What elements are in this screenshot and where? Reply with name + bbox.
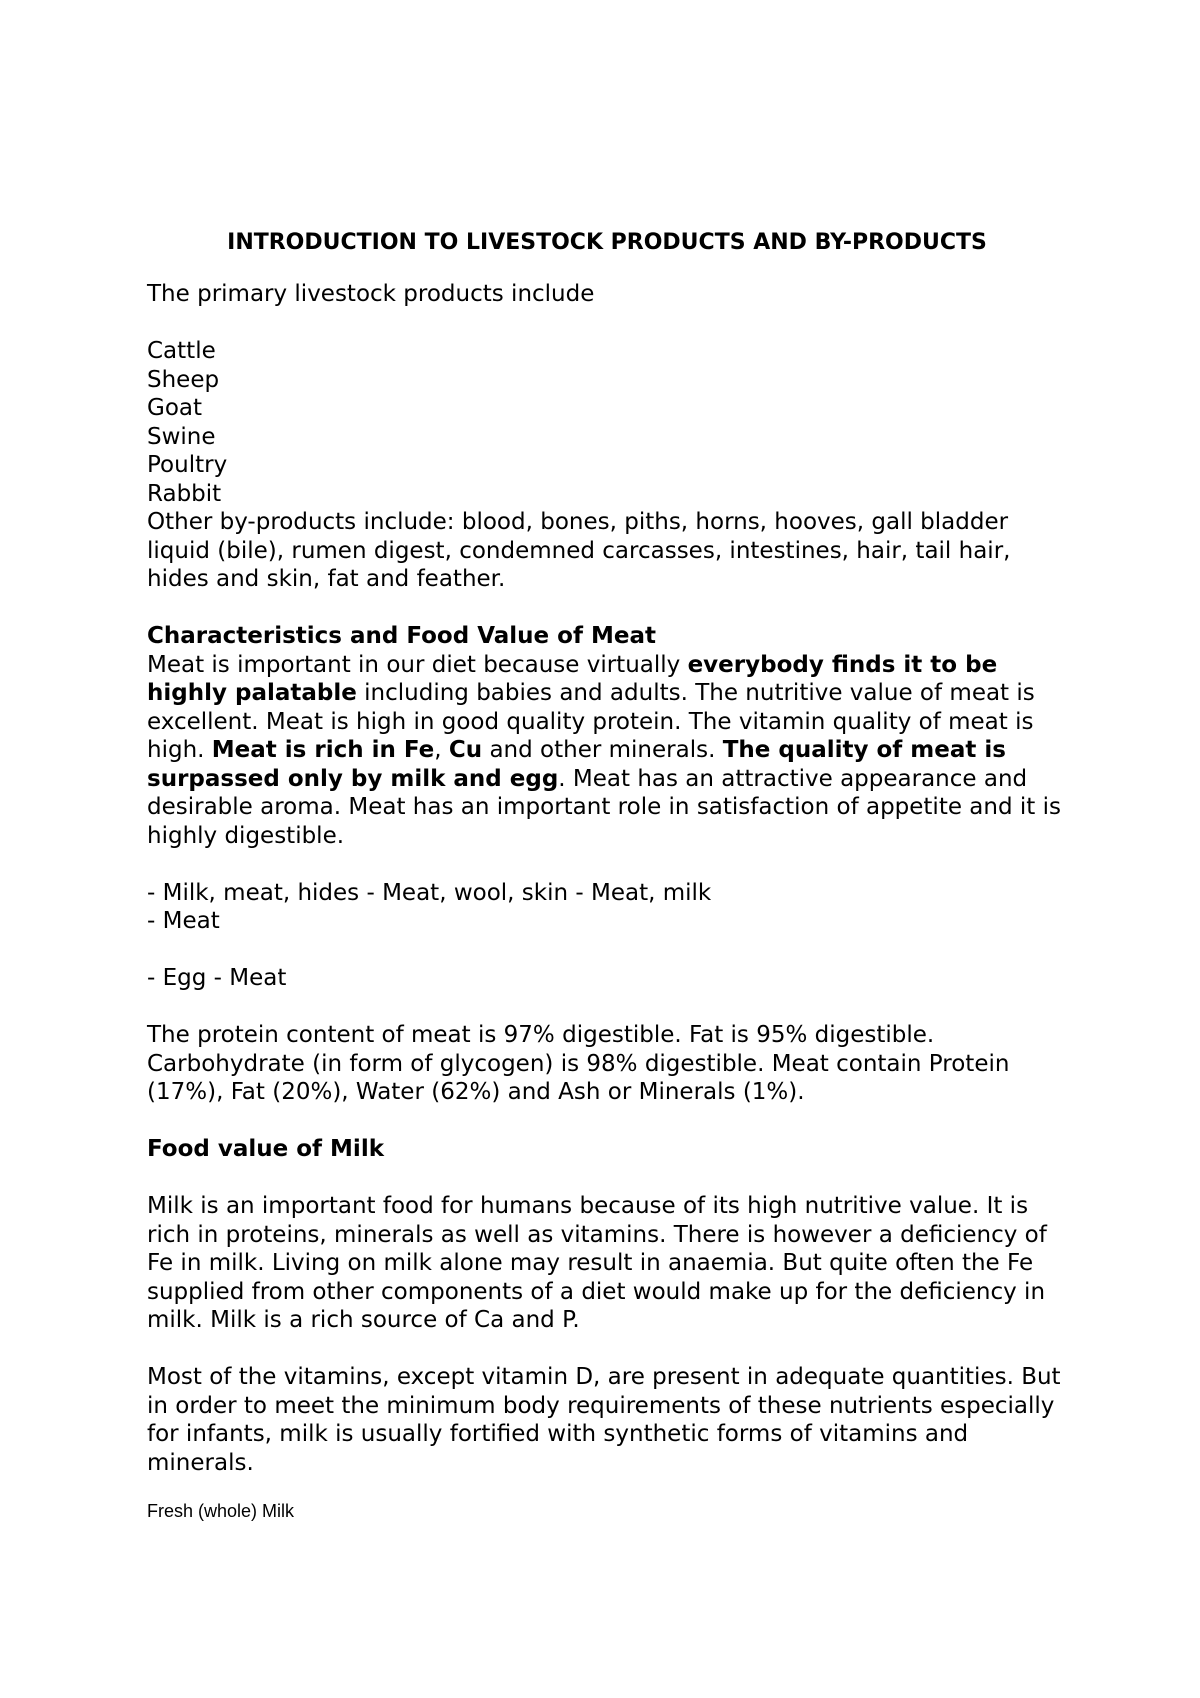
- document-title: INTRODUCTION TO LIVESTOCK PRODUCTS AND BY-PRODUCTS: [227, 230, 987, 255]
- meat-bold-text: The quality of meat is surpassed only by milk and egg: [147, 737, 1006, 792]
- uses-line: - Milk, meat, hides - Meat, wool, skin - Meat, milk: [147, 879, 712, 906]
- meat-bold-text: Meat is rich in Fe: [211, 737, 435, 763]
- livestock-item: Swine: [147, 423, 216, 450]
- meat-bold-text: Cu: [448, 737, 483, 763]
- spacer: [147, 1477, 1067, 1499]
- livestock-item: Goat: [147, 395, 203, 421]
- spacer: [147, 936, 1067, 965]
- meat-text: Meat is important in our diet because virtually: [147, 651, 688, 678]
- meat-heading: Characteristics and Food Value of Meat: [147, 623, 656, 649]
- milk-paragraph: Milk is an important food for humans because of its high nutritive value. It is rich in proteins, minerals as well as vitamins. There is however a deficiency of Fe in milk. Living on milk alone may result in anaemia. But quite often the Fe supplied from other components of a diet would make up for the deficiency in milk. Milk is a rich source of Ca and P.: [147, 1193, 1047, 1333]
- meat-text: and other minerals.: [482, 737, 723, 763]
- spacer: [147, 1107, 1067, 1136]
- spacer: [147, 594, 1067, 623]
- spacer: [147, 993, 1067, 1022]
- milk-heading: Food value of Milk: [147, 1136, 384, 1162]
- livestock-list: [147, 337, 1067, 508]
- meat-bold-text: everybody finds it to be highly palatable: [147, 651, 998, 706]
- livestock-item: Rabbit: [147, 480, 222, 507]
- spacer: [147, 850, 1067, 879]
- meat-text: . Meat has an attractive appearance and desirable aroma. Meat has an important role in satisfaction of appetite and it is highly digestible.: [147, 765, 1061, 849]
- spacer: [147, 1335, 1067, 1364]
- digestibility-paragraph: The protein content of meat is 97% digestible. Fat is 95% digestible. Carbohydrate (in form of glycogen) is 98% digestible. Meat contain Protein (17%), Fat (20%), Water (62%) and Ash or Minerals (1%).: [147, 1022, 1010, 1105]
- milk-paragraph: Most of the vitamins, except vitamin D, are present in adequate quantities. But in order to meet the minimum body requirements of these nutrients especially for infants, milk is usually fortified with synthetic forms of vitamins and minerals.: [147, 1364, 1061, 1476]
- livestock-item: Poultry: [147, 452, 228, 478]
- intro-text: The primary livestock products include: [147, 281, 595, 307]
- meat-text: including babies and adults. The nutritive value of meat is excellent. Meat is high in good quality protein. The vitamin quality of meat is high.: [147, 680, 1035, 763]
- spacer: [147, 1164, 1067, 1193]
- spacer: [147, 309, 1067, 338]
- meat-text: ,: [434, 737, 449, 763]
- milk-caption: Fresh (whole) Milk: [147, 1501, 295, 1521]
- document-page: [147, 228, 1067, 1523]
- meat-paragraph: [147, 651, 1067, 851]
- uses-line: - Meat: [147, 908, 220, 934]
- byproducts-paragraph: Other by-products include: blood, bones, piths, horns, hooves, gall bladder liquid (bile), rumen digest, condemned carcasses, intestines, hair, tail hair, hides and skin, fat and feather.: [147, 509, 1011, 592]
- livestock-item: Cattle: [147, 338, 216, 364]
- livestock-item: Sheep: [147, 366, 220, 393]
- uses-line: - Egg - Meat: [147, 965, 287, 991]
